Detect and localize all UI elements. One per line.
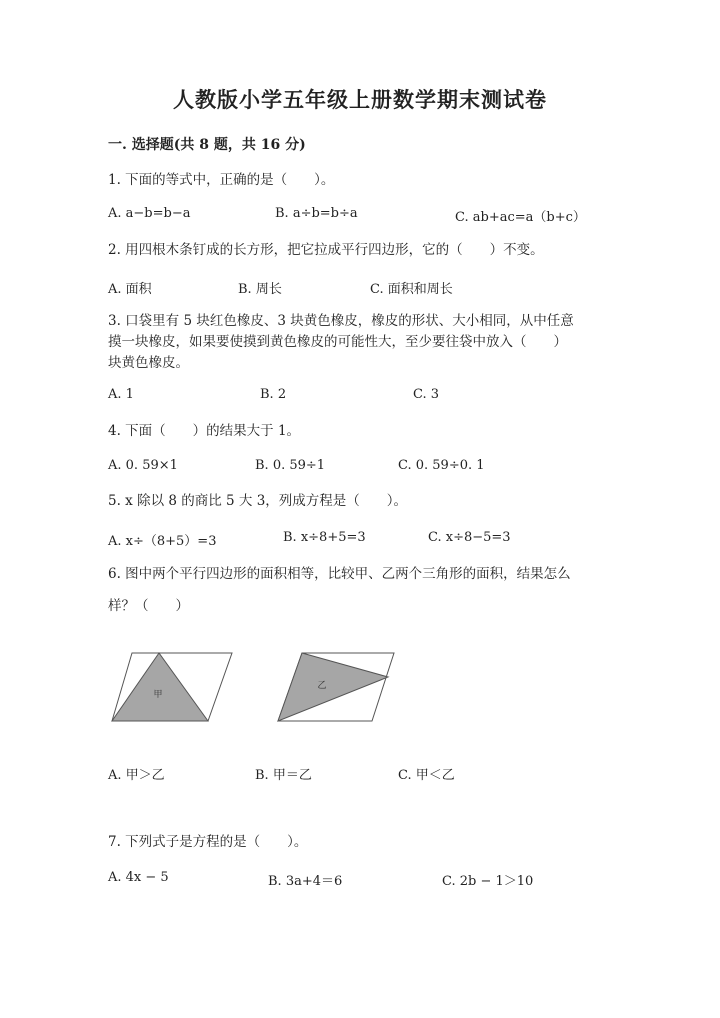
triangle-jia (112, 653, 208, 721)
q6-option-c: C. 甲＜乙 (398, 768, 455, 783)
question-2-stem: 2. 用四根木条钉成的长方形，把它拉成平行四边形，它的（ ）不变。 (108, 242, 544, 258)
parallelogram-figure (0, 645, 720, 745)
q5-option-b: B. x÷8+5=3 (283, 530, 366, 545)
q1-option-a: A. a−b=b−a (108, 206, 191, 221)
triangle-yi (278, 653, 388, 721)
question-3-stem-line-2: 摸一块橡皮，如果要使摸到黄色橡皮的可能性大，至少要往袋中放入（ ） (108, 334, 567, 350)
q7-option-c: C. 2b − 1＞10 (442, 874, 534, 889)
section-heading: 一. 选择题(共 8 题，共 16 分) (108, 137, 306, 153)
question-1-stem: 1. 下面的等式中，正确的是（ ）。 (108, 172, 335, 188)
label-yi: 乙 (317, 681, 327, 691)
question-6-stem-line-1: 6. 图中两个平行四边形的面积相等，比较甲、乙两个三角形的面积，结果怎么 (108, 566, 571, 582)
q4-option-a: A. 0. 59×1 (108, 458, 178, 473)
question-4-stem: 4. 下面（ ）的结果大于 1。 (108, 423, 301, 439)
q4-option-b: B. 0. 59÷1 (255, 458, 326, 473)
q6-option-b: B. 甲＝乙 (255, 768, 312, 783)
question-6-stem-line-2: 样？（ ） (108, 598, 189, 614)
q6-option-a: A. 甲＞乙 (108, 768, 165, 783)
page-title: 人教版小学五年级上册数学期末测试卷 (173, 87, 547, 112)
label-jia: 甲 (153, 690, 163, 700)
q1-option-c: C. ab+ac=a（b+c） (455, 210, 586, 225)
question-3-stem-line-3: 块黄色橡皮。 (108, 355, 189, 371)
question-7-stem: 7. 下列式子是方程的是（ ）。 (108, 834, 308, 850)
q3-option-a: A. 1 (108, 387, 134, 402)
q7-option-b: B. 3a+4＝6 (268, 874, 343, 889)
q4-option-c: C. 0. 59÷0. 1 (398, 458, 485, 473)
q3-option-b: B. 2 (260, 387, 287, 402)
q2-option-c: C. 面积和周长 (370, 282, 453, 297)
q2-option-a: A. 面积 (108, 282, 152, 297)
q1-option-b: B. a÷b=b÷a (275, 206, 358, 221)
q5-option-a: A. x÷（8+5）=3 (108, 534, 217, 549)
question-3-stem-line-1: 3. 口袋里有 5 块红色橡皮、3 块黄色橡皮，橡皮的形状、大小相同，从中任意 (108, 313, 574, 329)
q7-option-a: A. 4x − 5 (108, 870, 169, 885)
question-5-stem: 5. x 除以 8 的商比 5 大 3，列成方程是（ ）。 (108, 493, 408, 509)
q3-option-c: C. 3 (413, 387, 440, 402)
q2-option-b: B. 周长 (238, 282, 282, 297)
q5-option-c: C. x÷8−5=3 (428, 530, 511, 545)
